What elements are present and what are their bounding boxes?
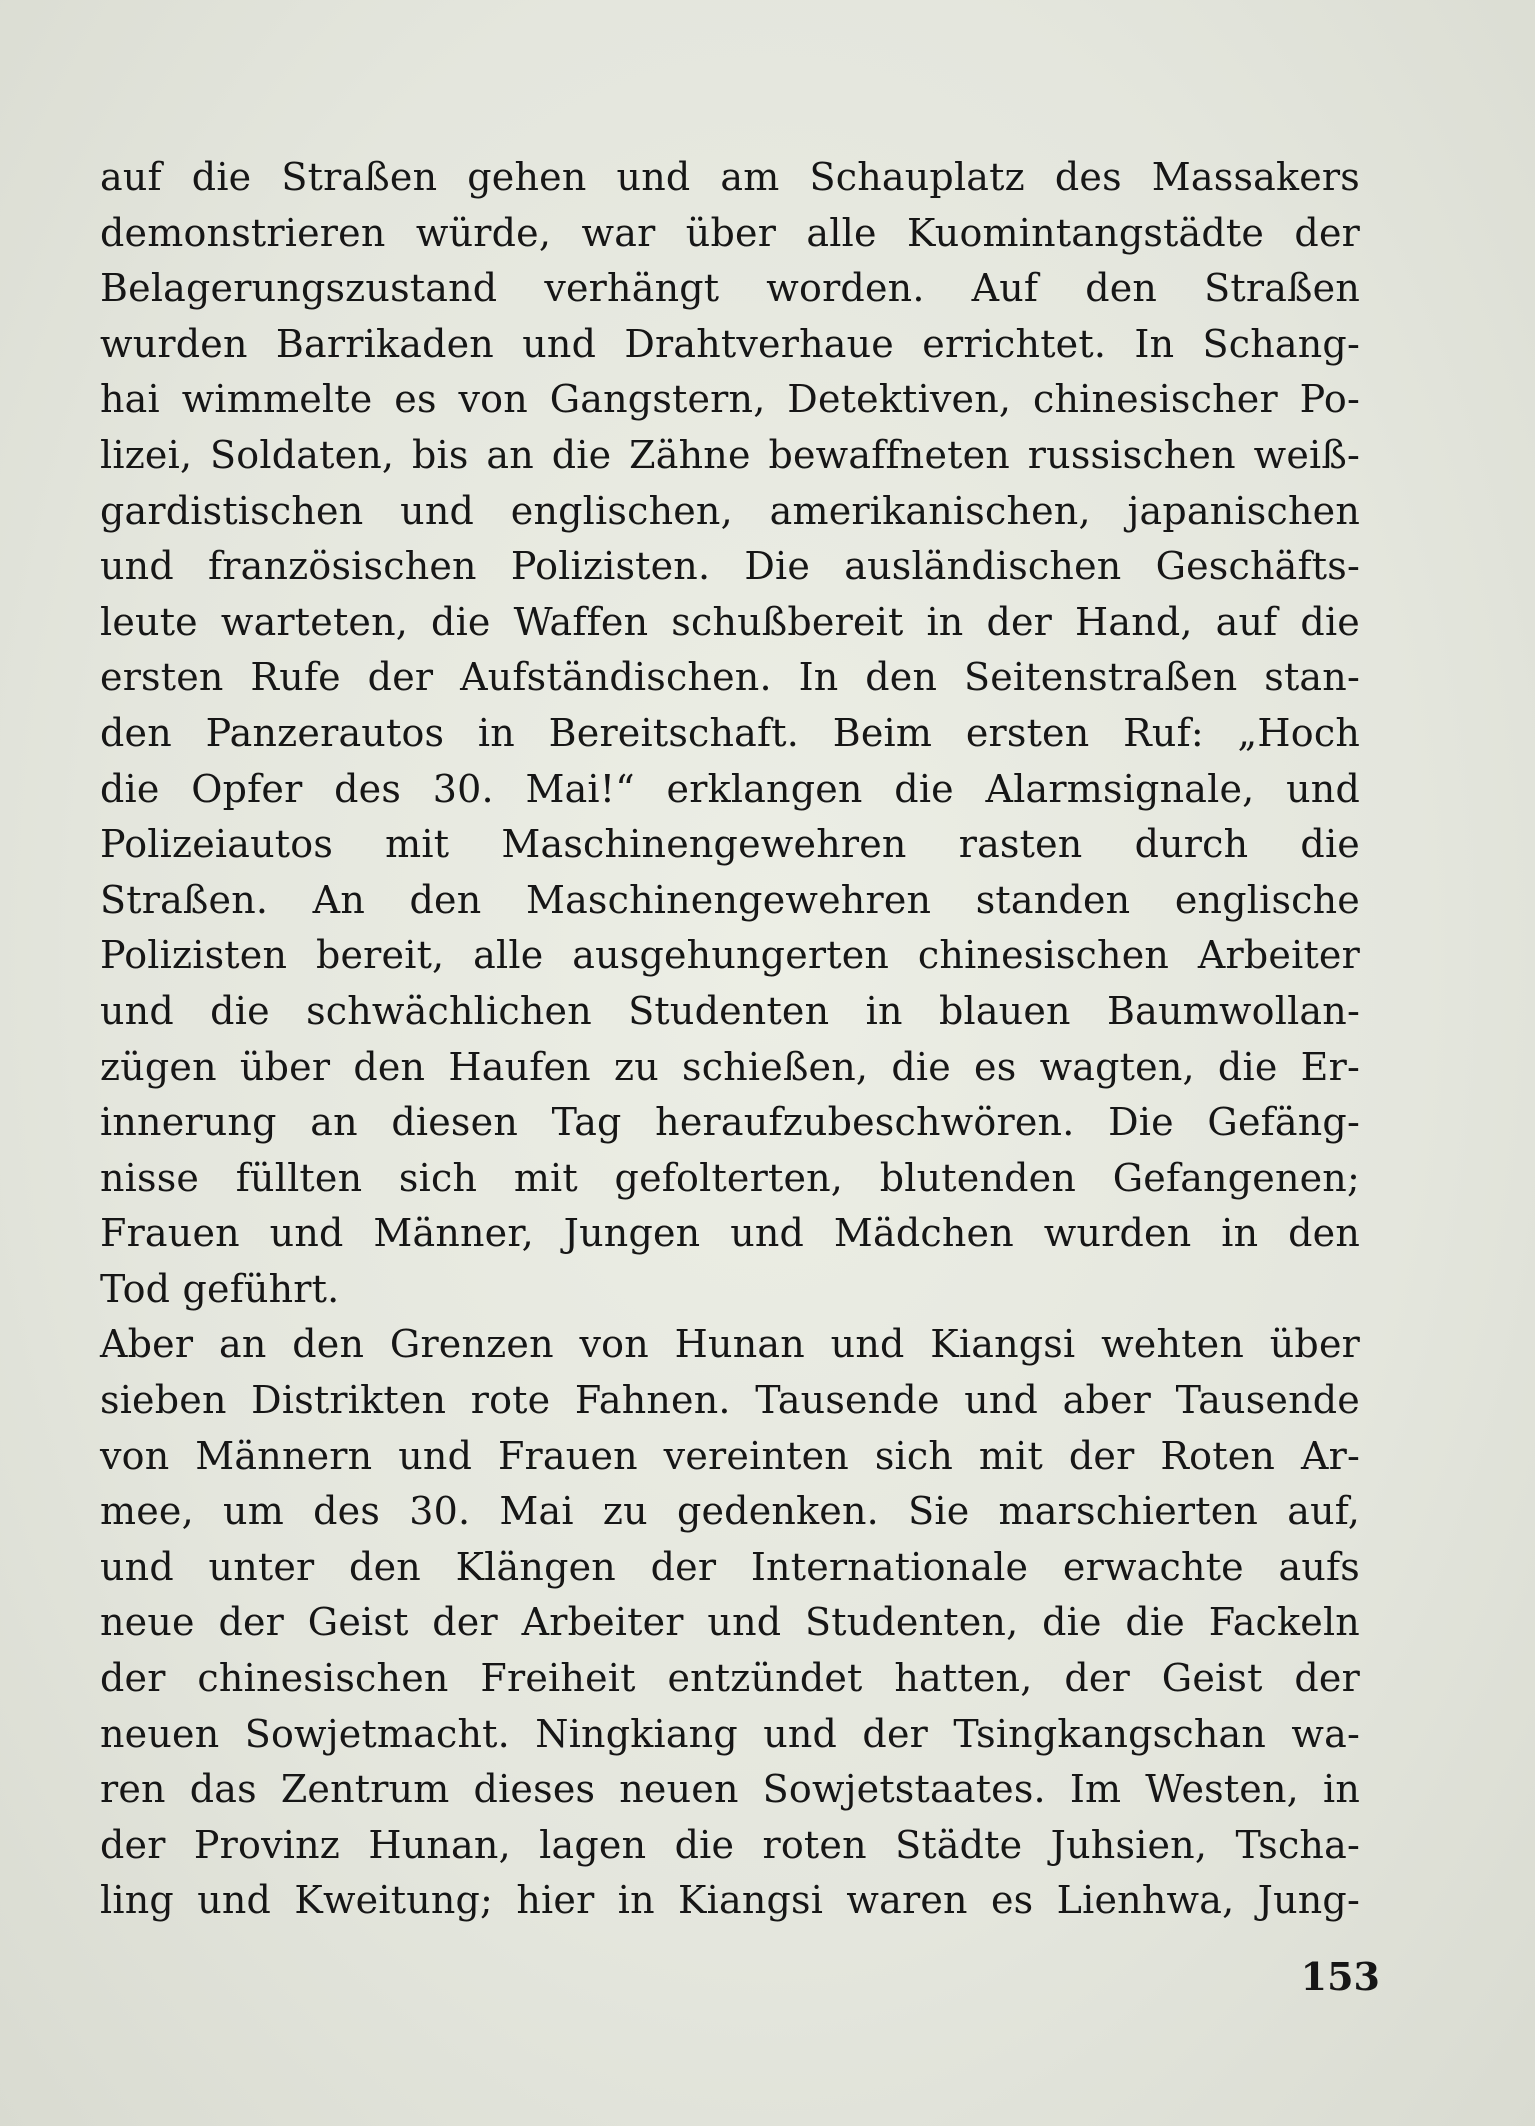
body-text [100, 150, 1360, 1929]
text-line: hai wimmelte es von Gangstern, Detektiven, chinesischer Po- [100, 377, 1360, 422]
text-line: nisse füllten sich mit gefolterten, blutenden Gefangenen; [100, 1155, 1360, 1200]
text-line: die Opfer des 30. Mai!“ erklangen die Alarmsignale, und [100, 766, 1360, 811]
text-line: Polizisten bereit, alle ausgehungerten chinesischen Arbeiter [100, 933, 1360, 978]
text-line: neue der Geist der Arbeiter und Studenten, die die Fackeln [100, 1600, 1360, 1645]
text-line: Belagerungszustand verhängt worden. Auf den Straßen [100, 266, 1360, 311]
text-line: sieben Distrikten rote Fahnen. Tausende und aber Tausende [100, 1378, 1360, 1423]
text-line: lizei, Soldaten, bis an die Zähne bewaffneten russischen weiß- [100, 432, 1360, 477]
text-line: ren das Zentrum dieses neuen Sowjetstaates. Im Westen, in [100, 1767, 1360, 1812]
text-line: Aber an den Grenzen von Hunan und Kiangsi wehten über [100, 1322, 1360, 1367]
text-line: mee, um des 30. Mai zu gedenken. Sie marschierten auf, [100, 1489, 1360, 1534]
text-line: neuen Sowjetmacht. Ningkiang und der Tsingkangschan wa- [100, 1711, 1360, 1756]
text-line: ersten Rufe der Aufständischen. In den Seitenstraßen stan- [100, 655, 1360, 700]
text-line: gardistischen und englischen, amerikanischen, japanischen [100, 488, 1360, 533]
text-line: innerung an diesen Tag heraufzubeschwören. Die Gefäng- [100, 1100, 1360, 1145]
text-line: leute warteten, die Waffen schußbereit in der Hand, auf die [100, 599, 1360, 644]
text-line: der chinesischen Freiheit entzündet hatten, der Geist der [100, 1656, 1360, 1701]
text-line: wurden Barrikaden und Drahtverhaue errichtet. In Schang- [100, 321, 1360, 366]
text-line: den Panzerautos in Bereitschaft. Beim ersten Ruf: „Hoch [100, 710, 1360, 755]
text-line: auf die Straßen gehen und am Schauplatz des Massakers [100, 155, 1360, 199]
text-line: von Männern und Frauen vereinten sich mit der Roten Ar- [100, 1433, 1360, 1478]
paragraph-end-line: Tod geführt. [100, 1266, 340, 1311]
text-line: und die schwächlichen Studenten in blauen Baumwollan- [100, 988, 1360, 1033]
text-line: demonstrieren würde, war über alle Kuomintangstädte der [100, 210, 1360, 255]
text-line: Polizeiautos mit Maschinengewehren rasten durch die [100, 822, 1360, 867]
text-line: und französischen Polizisten. Die ausländischen Geschäfts- [100, 544, 1360, 589]
page-number: 153 [1300, 1954, 1380, 1999]
text-line: ling und Kweitung; hier in Kiangsi waren es Lienhwa, Jung- [100, 1878, 1360, 1923]
text-line: Frauen und Männer, Jungen und Mädchen wurden in den [100, 1211, 1360, 1256]
text-line: und unter den Klängen der Internationale erwachte aufs [100, 1544, 1360, 1589]
text-line: Straßen. An den Maschinengewehren standen englische [100, 877, 1360, 922]
text-line: der Provinz Hunan, lagen die roten Städte Juhsien, Tscha- [100, 1822, 1360, 1867]
text-line: zügen über den Haufen zu schießen, die es wagten, die Er- [100, 1044, 1360, 1089]
